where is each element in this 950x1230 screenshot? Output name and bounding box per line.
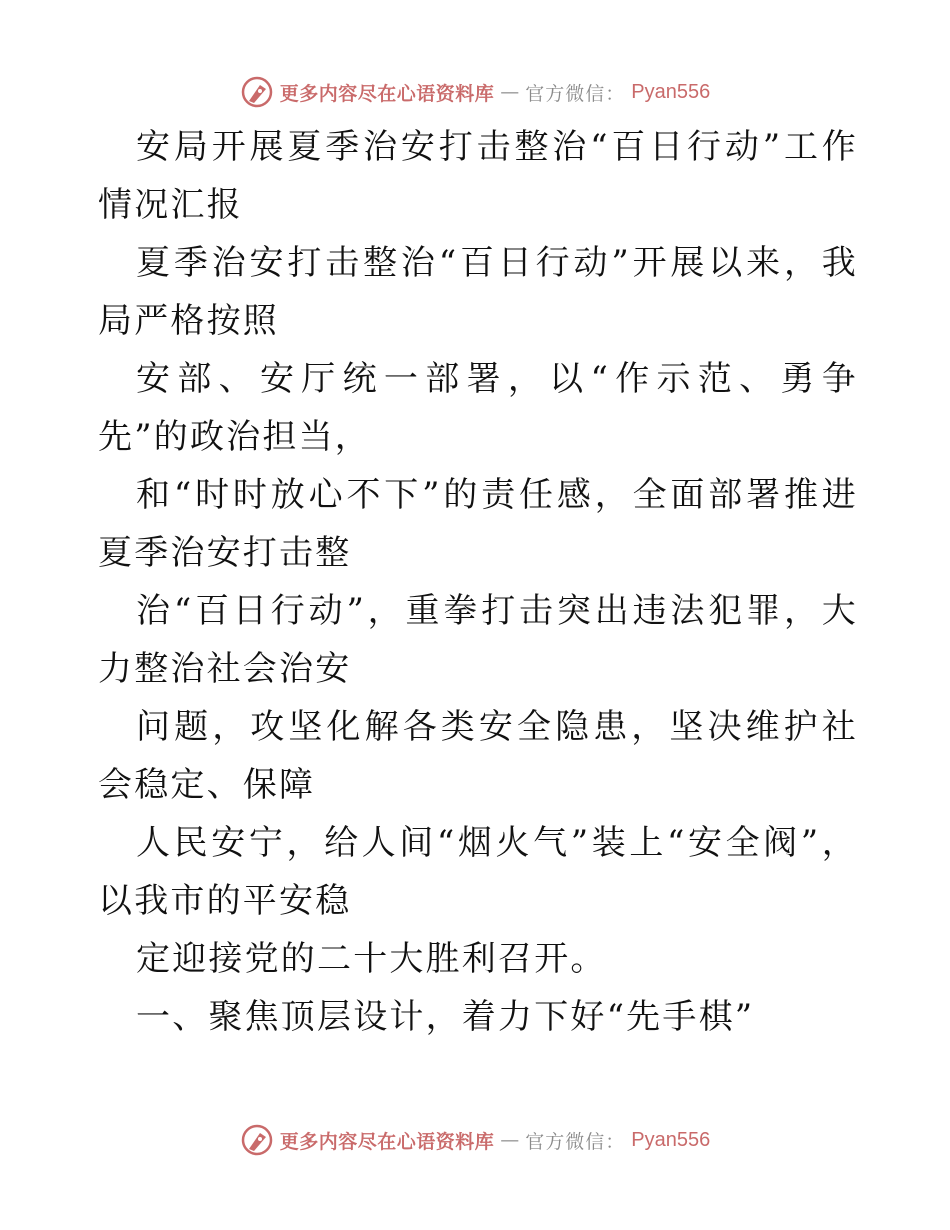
watermark-dash: — — [500, 1129, 520, 1151]
watermark-official: 官方微信： — [525, 1130, 626, 1153]
header-watermark — [0, 72, 950, 112]
section-heading: 一、聚焦顶层设计，着力下好“先手棋” — [136, 997, 755, 1037]
body-paragraph: 治“百日行动”，重拳打击突出违法犯罪，大力整治社会治安 — [98, 591, 858, 689]
body-paragraph: 定迎接党的二十大胜利召开。 — [136, 939, 607, 979]
body-paragraph: 人民安宁，给人间“烟火气”装上“安全阀”，以我市的平安稳 — [98, 823, 858, 921]
watermark-account: Pyan556 — [631, 80, 711, 103]
footer-watermark — [0, 1120, 950, 1160]
document-body — [98, 118, 858, 1046]
body-paragraph: 问题，攻坚化解各类安全隐患，坚决维护社会稳定、保障 — [98, 707, 858, 805]
pen-nib-logo-icon — [240, 1123, 274, 1157]
watermark-brand: 更多内容尽在心语资料库 — [279, 82, 495, 105]
watermark-official: 官方微信： — [525, 82, 626, 105]
pen-nib-logo-icon — [240, 75, 274, 109]
watermark-dash: — — [500, 81, 520, 103]
watermark-account: Pyan556 — [631, 1128, 711, 1151]
body-paragraph: 安部、安厅统一部署，以“作示范、勇争先”的政治担当， — [98, 359, 858, 457]
watermark-brand: 更多内容尽在心语资料库 — [279, 1130, 495, 1153]
title-paragraph: 安局开展夏季治安打击整治“百日行动”工作情况汇报 — [98, 127, 858, 225]
body-paragraph: 和“时时放心不下”的责任感，全面部署推进夏季治安打击整 — [98, 475, 858, 573]
body-paragraph: 夏季治安打击整治“百日行动”开展以来，我局严格按照 — [98, 243, 858, 341]
